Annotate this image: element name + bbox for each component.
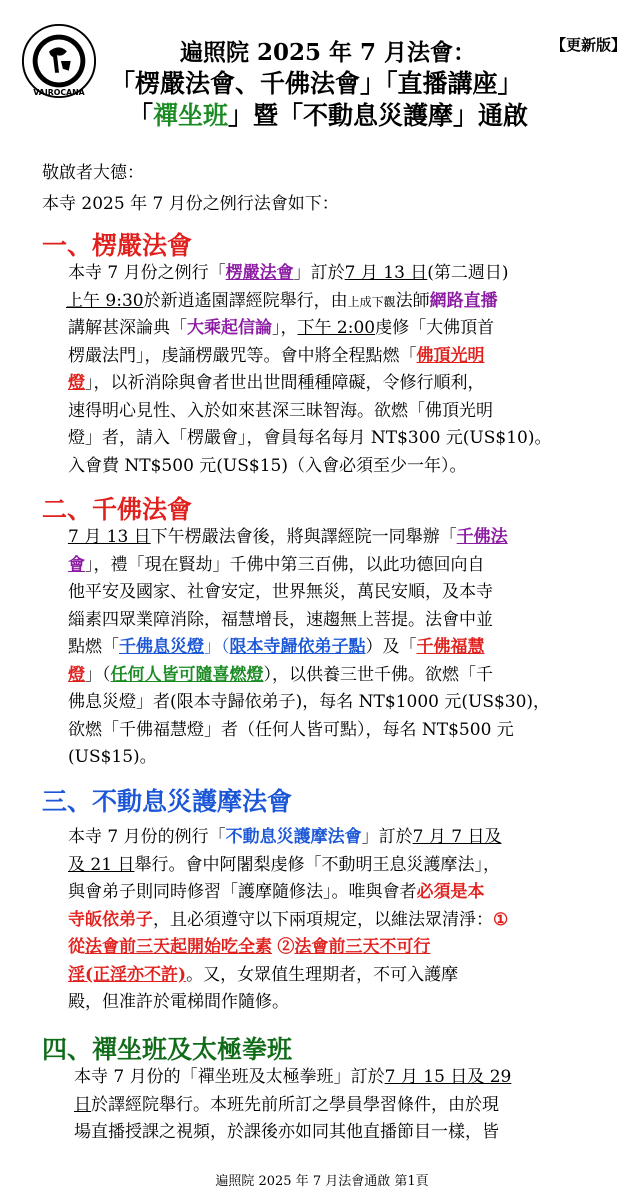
section-2-heading: 二、千佛法會 [42, 495, 193, 524]
section-1-heading: 一、楞嚴法會 [42, 231, 193, 260]
title-line-2: 「楞嚴法會、千佛法會」「直播講座」 [110, 69, 523, 98]
title-line-1: 遍照院 2025 年 7 月法會： [180, 39, 477, 66]
update-badge: 【更新版】 [550, 36, 626, 54]
intro: 本寺 2025 年 7 月份之例行法會如下： [42, 194, 339, 214]
title-line-3: 「禪坐班」暨「不動息災護摩」通啟 [128, 101, 529, 130]
section-4-heading: 四、禪坐班及太極拳班 [42, 1035, 293, 1064]
section-3-heading: 三、不動息災護摩法會 [42, 787, 293, 816]
greeting: 敬啟者大德： [42, 163, 144, 183]
section-2-body: 7 月 13 日下午楞嚴法會後，將與譯經院一同舉辦「千佛法 會」，禮「現在賢劫」千佛中第三百佛，以此功德回向自 他平安及國家、社會安定，世界無災，萬民安順，及本寺 緇素四眾業障消除，福慧增長，速趨無上菩提。法會中並 點燃「千佛息災燈」（限本寺歸依弟子點）及「千佛福慧 燈」（任何人皆可隨喜燃燈），以供養三世千佛。欲燃「千 佛息災燈」者(限本寺歸依弟子)，每名 NT$1000 元(US$30)， 欲燃「千佛福慧燈」者（任何人皆可點），每名 NT$500 元 (US$15)。 [68, 527, 551, 767]
page-footer: 遍照院 2025 年 7 月法會通啟 第1頁 [215, 1174, 429, 1189]
section-4-body: 本寺 7 月份的「禪坐班及太極拳班」訂於7 月 15 日及 29 日於譯經院舉行。本班先前所訂之學員學習條件，由於現 場直播授課之視頻，於課後亦如同其他直播節目一樣，皆 [74, 1067, 512, 1142]
section-3-body: 本寺 7 月份的例行「不動息災護摩法會」訂於7 月 7 日及 及 21 日舉行。會中阿闍梨虔修「不動明王息災護摩法」， 與會弟子則同時修習「護摩隨修法」。唯與會者必須是本 寺皈依弟子，且必須遵守以下兩項規定，以維法眾清淨：① 從法會前三天起開始吃全素 ②法會前三天不可行 淫(正淫亦不許)。又，女眾值生理期者，不可入護摩 殿，但准許於電梯間作隨修。 [68, 827, 509, 1012]
section-1-body: 本寺 7 月份之例行「楞嚴法會」訂於7 月 13 日(第二週日) 上午 9:30於新逍遙園譯經院舉行，由上成下觀法師網路直播 講解甚深論典「大乘起信論」，下午 2:00虔修「大佛頂首 楞嚴法門」，虔誦楞嚴咒等。會中將全程點燃「佛頂光明 燈」，以祈消除與會者世出世間種種障礙，令修行順利， 速得明心見性、入於如來甚深三昧智海。欲燃「佛頂光明 燈」者，請入「楞嚴會」，會員每名每月 NT$300 元(US$10)。 入會費 NT$500 元(US$15)（入會必須至少一年）。 [66, 263, 552, 476]
svg-text:VAIROCANA: VAIROCANA [33, 88, 85, 98]
vairocana-logo [20, 22, 98, 100]
